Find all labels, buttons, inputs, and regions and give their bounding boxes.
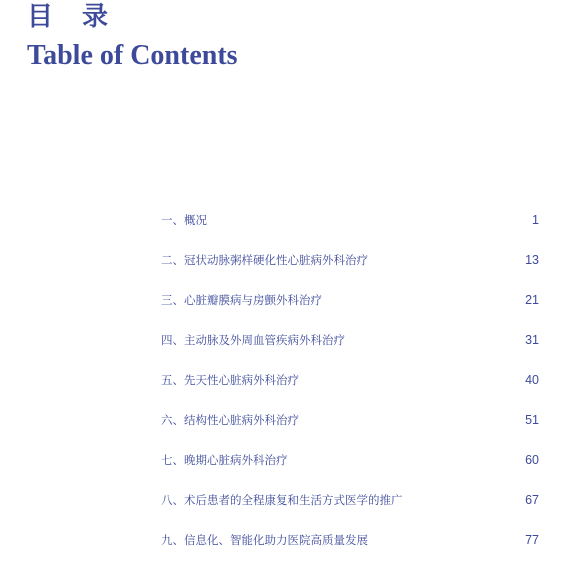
toc-entry-label: 八、术后患者的全程康复和生活方式医学的推广 — [161, 493, 403, 507]
toc-entry-label: 四、主动脉及外周血管疾病外科治疗 — [161, 333, 345, 347]
toc-entry-label: 五、先天性心脏病外科治疗 — [161, 373, 299, 387]
toc-entry-label: 二、冠状动脉粥样硬化性心脏病外科治疗 — [161, 253, 368, 267]
toc-entry-6[interactable] — [161, 400, 539, 440]
toc-entry-label: 三、心脏瓣膜病与房颤外科治疗 — [161, 293, 322, 307]
toc-entry-1[interactable] — [161, 200, 539, 240]
toc-entry-2[interactable] — [161, 240, 539, 280]
toc-entry-5[interactable] — [161, 360, 539, 400]
toc-entry-page: 21 — [525, 293, 539, 307]
toc-entry-page: 40 — [525, 373, 539, 387]
toc-entry-4[interactable] — [161, 320, 539, 360]
toc-entry-page: 31 — [525, 333, 539, 347]
toc-entry-7[interactable] — [161, 440, 539, 480]
page-title-english: Table of Contents — [27, 40, 238, 71]
toc-entry-3[interactable] — [161, 280, 539, 320]
table-of-contents — [161, 200, 539, 560]
toc-entry-label: 六、结构性心脏病外科治疗 — [161, 413, 299, 427]
toc-entry-page: 13 — [525, 253, 539, 267]
page-title-chinese: 目 录 — [27, 2, 119, 32]
toc-entry-page: 77 — [525, 533, 539, 547]
toc-entry-8[interactable] — [161, 480, 539, 520]
toc-entry-page: 1 — [532, 213, 539, 227]
toc-entry-page: 51 — [525, 413, 539, 427]
toc-entry-page: 60 — [525, 453, 539, 467]
toc-entry-9[interactable] — [161, 520, 539, 560]
toc-entry-label: 九、信息化、智能化助力医院高质量发展 — [161, 533, 368, 547]
toc-entry-label: 一、概况 — [161, 213, 207, 227]
toc-entry-page: 67 — [525, 493, 539, 507]
toc-entry-label: 七、晚期心脏病外科治疗 — [161, 453, 288, 467]
